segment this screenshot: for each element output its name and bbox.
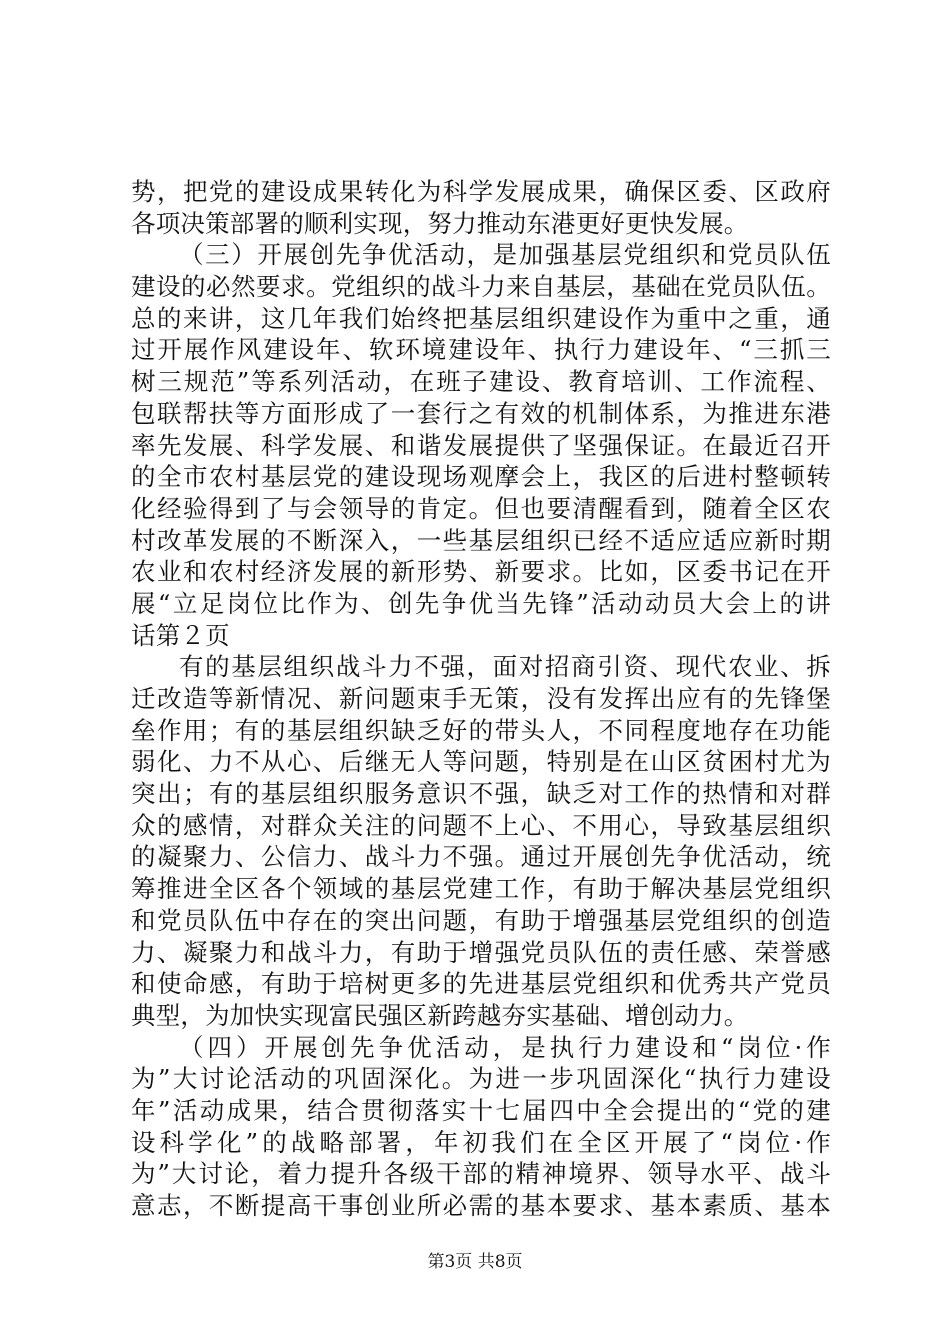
text-line: 众的感情，对群众关注的问题不上心、不用心，导致基层组织	[131, 810, 831, 840]
text-line: 的全市农村基层党的建设现场观摩会上，我区的后进村整顿转	[131, 462, 831, 492]
text-line: 建设的必然要求。党组织的战斗力来自基层，基础在党员队伍。	[131, 272, 831, 302]
text-line: 有的基层组织战斗力不强，面对招商引资、现代农业、拆	[179, 652, 831, 682]
page-number-label: 第3页 共8页	[427, 1252, 523, 1272]
text-line: 势，把党的建设成果转化为科学发展成果，确保区委、区政府	[131, 177, 831, 206]
text-line: 典型，为加快实现富民强区新跨越夯实基础、增创动力。	[131, 1000, 749, 1030]
page-footer	[0, 1247, 950, 1272]
text-line: 树三规范”等系列活动，在班子建设、教育培训、工作流程、	[131, 367, 831, 397]
text-line: 意志，不断提高干事创业所必需的基本要求、基本素质、基本	[131, 1191, 831, 1220]
text-line: 和使命感，有助于培树更多的先进基层党组织和优秀共产党员	[131, 969, 831, 999]
text-line: 和党员队伍中存在的突出问题，有助于增强基层党组织的创造	[131, 905, 831, 935]
text-line: 化经验得到了与会领导的肯定。但也要清醒看到，随着全区农	[131, 493, 831, 523]
text-line: 设科学化”的战略部署，年初我们在全区开展了“岗位·作	[131, 1127, 831, 1157]
text-line: 各项决策部署的顺利实现，努力推动东港更好更快发展。	[131, 208, 749, 238]
text-line: 为”大讨论，着力提升各级干部的精神境界、领导水平、战斗	[131, 1159, 831, 1189]
text-line: 力、凝聚力和战斗力，有助于增强党员队伍的责任感、荣誉感	[131, 937, 831, 967]
text-line: 村改革发展的不断深入，一些基层组织已经不适应适应新时期	[131, 525, 831, 555]
text-line: （三）开展创先争优活动，是加强基层党组织和党员队伍	[179, 240, 831, 270]
text-line: 迁改造等新情况、新问题束手无策，没有发挥出应有的先锋堡	[131, 684, 831, 713]
text-line: 为”大讨论活动的巩固深化。为进一步巩固深化“执行力建设	[131, 1064, 831, 1094]
text-line: 率先发展、科学发展、和谐发展提供了坚强保证。在最近召开	[131, 430, 831, 460]
text-line: 弱化、力不从心、后继无人等问题，特别是在山区贫困村尤为	[131, 747, 831, 777]
text-line: 包联帮扶等方面形成了一套行之有效的机制体系，为推进东港	[131, 398, 831, 428]
text-line: 的凝聚力、公信力、战斗力不强。通过开展创先争优活动，统	[131, 842, 831, 872]
document-body	[131, 176, 831, 1222]
text-line: 突出；有的基层组织服务意识不强，缺乏对工作的热情和对群	[131, 779, 831, 809]
text-line: 总的来讲，这几年我们始终把基层组织建设作为重中之重，通	[131, 303, 831, 333]
text-line: 农业和农村经济发展的新形势、新要求。比如，区委书记在开	[131, 557, 831, 587]
text-line: 垒作用；有的基层组织缺乏好的带头人，不同程度地存在功能	[131, 715, 831, 745]
text-line: 筹推进全区各个领域的基层党建工作，有助于解决基层党组织	[131, 874, 831, 904]
text-line: （四）开展创先争优活动，是执行力建设和“岗位·作	[179, 1032, 831, 1062]
text-line: 展“立足岗位比作为、创先争优当先锋”活动动员大会上的讲	[131, 588, 831, 618]
text-line: 话第２页	[131, 620, 230, 650]
text-line: 过开展作风建设年、软环境建设年、执行力建设年、“三抓三	[131, 335, 831, 365]
text-line: 年”活动成果，结合贯彻落实十七届四中全会提出的“党的建	[131, 1095, 831, 1125]
